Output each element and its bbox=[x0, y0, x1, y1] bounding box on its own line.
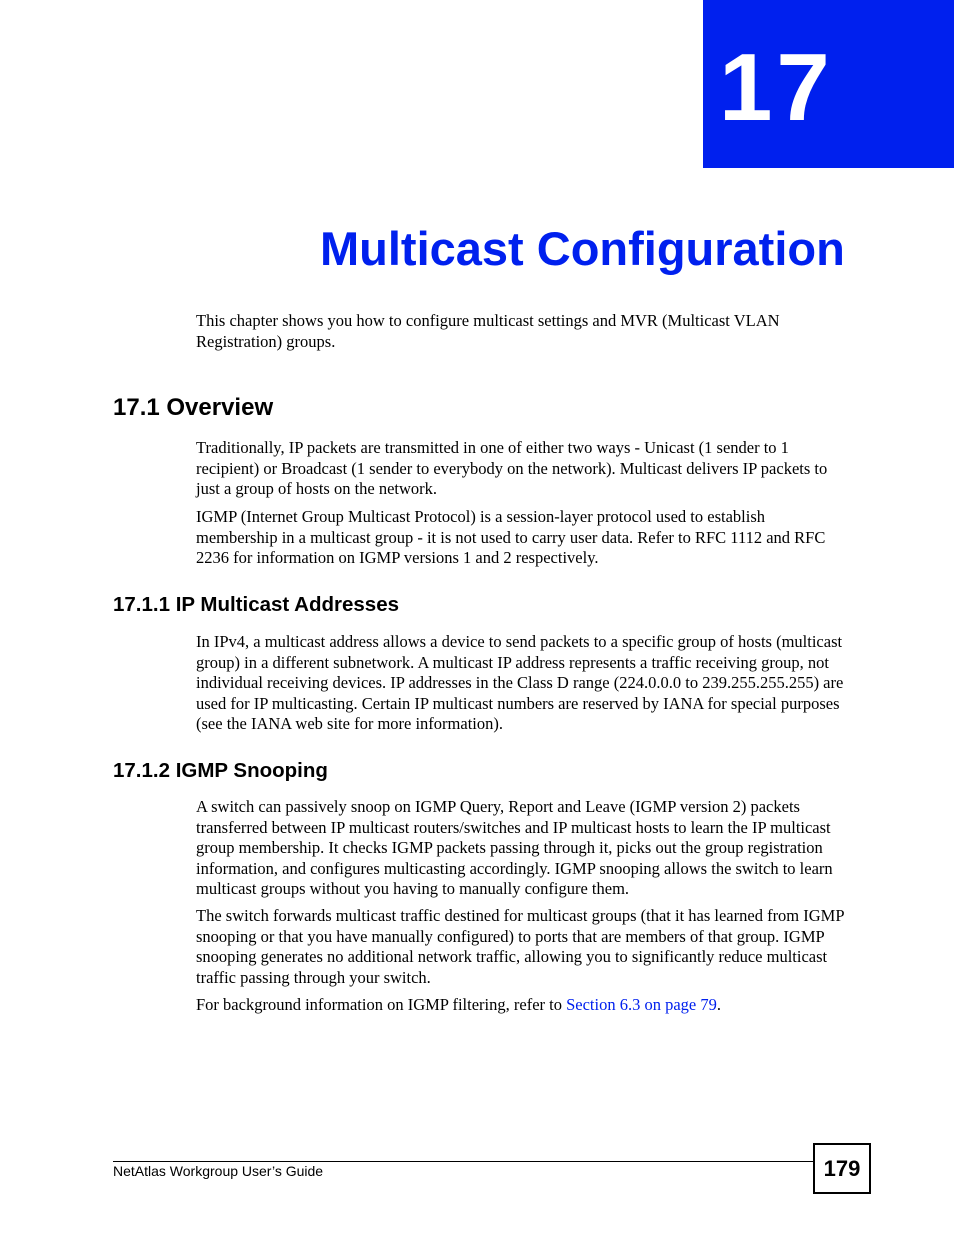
section-heading-overview: 17.1 Overview bbox=[113, 394, 274, 421]
igmp-snooping-paragraph-1: A switch can passively snoop on IGMP Query, Report and Leave (IGMP version 2) packets transferred between IP multicast routers/switches and IP multicast hosts to learn the IP multicast group membership. It checks IGMP packets passing through it, picks out the group registration information, and configures multicasting accordingly. IGMP snooping allows the switch to learn multicast groups without you having to manually configure them. bbox=[196, 797, 833, 898]
ip-multicast-paragraph: In IPv4, a multicast address allows a device to send packets to a specific group of hosts (multicast group) in a different subnetwork. A multicast IP address represents a traffic receiving group, not individual receiving devices. IP addresses in the Class D range (224.0.0.0 to 239.255.255.255) are used for IP multicasting. Certain IP multicast numbers are reserved by IANA for special purposes (see the IANA web site for more information). bbox=[196, 632, 844, 733]
reference-suffix: . bbox=[716, 995, 721, 1014]
igmp-filtering-reference bbox=[196, 995, 846, 1016]
chapter-number: 17 bbox=[719, 34, 834, 141]
overview-paragraph-1: Traditionally, IP packets are transmitted in one of either two ways - Unicast (1 sender to 1 recipient) or Broadcast (1 sender to everybody on the network). Multicast delivers IP packets to just a group of hosts on the network. bbox=[196, 438, 828, 498]
footer-guide-title: NetAtlas Workgroup User’s Guide bbox=[113, 1163, 324, 1179]
reference-prefix: For background information on IGMP filtering, refer to bbox=[196, 995, 567, 1014]
page-number: 179 bbox=[823, 1155, 861, 1181]
overview-paragraph-2: IGMP (Internet Group Multicast Protocol) is a session-layer protocol used to establish membership in a multicast group - it is not used to carry user data. Refer to RFC 1112 and RFC 2236 for information on IGMP versions 1 and 2 respectively. bbox=[196, 507, 826, 567]
intro-paragraph: This chapter shows you how to configure multicast settings and MVR (Multicast VLAN Registration) groups. bbox=[196, 311, 780, 351]
igmp-snooping-paragraph-2: The switch forwards multicast traffic destined for multicast groups (that it has learned from IGMP snooping or that you have manually configured) to ports that are members of that group. IGMP snooping generates no additional network traffic, allowing you to significantly reduce multicast traffic passing through your switch. bbox=[196, 906, 844, 987]
section-6-3-link[interactable]: Section 6.3 on page 79 bbox=[566, 995, 717, 1014]
chapter-number-box bbox=[703, 0, 954, 168]
page-number-box bbox=[813, 1143, 871, 1194]
section-heading-ip-multicast-addresses: 17.1.1 IP Multicast Addresses bbox=[113, 593, 399, 616]
section-heading-igmp-snooping: 17.1.2 IGMP Snooping bbox=[113, 759, 328, 782]
chapter-title: Multicast Configuration bbox=[320, 222, 845, 276]
